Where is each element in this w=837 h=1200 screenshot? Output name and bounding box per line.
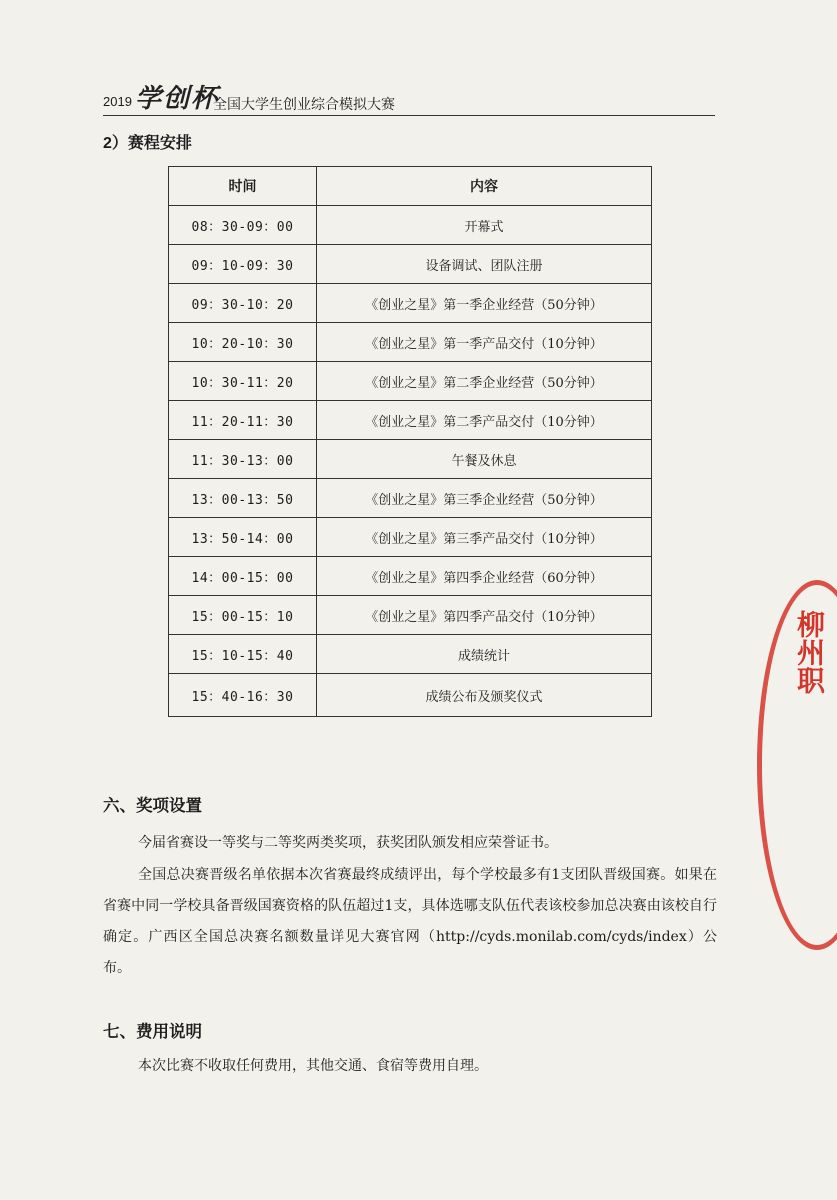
time-cell: 15：40-16：30 xyxy=(169,674,317,717)
table-row xyxy=(169,245,652,284)
content-cell: 午餐及休息 xyxy=(317,440,652,479)
time-cell: 13：00-13：50 xyxy=(169,479,317,518)
schedule-header-row xyxy=(169,167,652,206)
time-cell: 10：20-10：30 xyxy=(169,323,317,362)
content-cell: 《创业之星》第三季企业经营（50分钟） xyxy=(317,479,652,518)
time-cell: 09：30-10：20 xyxy=(169,284,317,323)
content-cell: 设备调试、团队注册 xyxy=(317,245,652,284)
awards-paragraph-1: 今届省赛设一等奖与二等奖两类奖项，获奖团队颁发相应荣誉证书。 xyxy=(138,835,558,851)
schedule-heading: 2）赛程安排 xyxy=(103,135,192,152)
table-row xyxy=(169,518,652,557)
table-row xyxy=(169,284,652,323)
table-row xyxy=(169,206,652,245)
schedule-table xyxy=(168,166,652,717)
time-cell: 11：20-11：30 xyxy=(169,401,317,440)
table-row xyxy=(169,323,652,362)
competition-logo: 学创杯 xyxy=(135,84,220,114)
content-cell: 开幕式 xyxy=(317,206,652,245)
content-cell: 《创业之星》第四季产品交付（10分钟） xyxy=(317,596,652,635)
table-row xyxy=(169,674,652,717)
schedule-body xyxy=(169,206,652,717)
content-cell: 《创业之星》第四季企业经营（60分钟） xyxy=(317,557,652,596)
time-cell: 09：10-09：30 xyxy=(169,245,317,284)
time-cell: 15：10-15：40 xyxy=(169,635,317,674)
content-cell: 《创业之星》第一季产品交付（10分钟） xyxy=(317,323,652,362)
page-header xyxy=(103,78,715,118)
table-row xyxy=(169,440,652,479)
content-cell: 成绩统计 xyxy=(317,635,652,674)
awards-heading: 六、奖项设置 xyxy=(103,797,202,815)
content-cell: 《创业之星》第二季企业经营（50分钟） xyxy=(317,362,652,401)
time-cell: 08：30-09：00 xyxy=(169,206,317,245)
content-cell: 成绩公布及颁奖仪式 xyxy=(317,674,652,717)
fees-heading: 七、费用说明 xyxy=(103,1023,202,1041)
time-cell: 11：30-13：00 xyxy=(169,440,317,479)
header-year: 2019 xyxy=(103,94,132,109)
header-title: 全国大学生创业综合模拟大赛 xyxy=(213,96,395,112)
time-cell: 15：00-15：10 xyxy=(169,596,317,635)
time-cell: 13：50-14：00 xyxy=(169,518,317,557)
time-cell: 10：30-11：20 xyxy=(169,362,317,401)
table-row xyxy=(169,635,652,674)
time-cell: 14：00-15：00 xyxy=(169,557,317,596)
header-rule xyxy=(103,115,715,116)
content-cell: 《创业之星》第三季产品交付（10分钟） xyxy=(317,518,652,557)
table-row xyxy=(169,362,652,401)
official-seal-fragment-top xyxy=(792,240,837,400)
content-cell: 《创业之星》第一季企业经营（50分钟） xyxy=(317,284,652,323)
table-row xyxy=(169,596,652,635)
table-row xyxy=(169,557,652,596)
fees-paragraph: 本次比赛不收取任何费用，其他交通、食宿等费用自理。 xyxy=(138,1058,488,1074)
table-row xyxy=(169,401,652,440)
column-header-content: 内容 xyxy=(317,167,652,206)
content-cell: 《创业之星》第二季产品交付（10分钟） xyxy=(317,401,652,440)
seal-text: 柳州职 xyxy=(793,610,826,694)
awards-paragraph-2: 全国总决赛晋级名单依据本次省赛最终成绩评出，每个学校最多有1支团队晋级国赛。如果在省赛中同一学校具备晋级国赛资格的队伍超过1支，具体选哪支队伍代表该校参加总决赛由该校自行确定。广西区全国总决赛名额数量详见大赛官网（http://cyds.monilab.com/cyds/index）公布。 xyxy=(103,867,717,976)
table-row xyxy=(169,479,652,518)
column-header-time: 时间 xyxy=(169,167,317,206)
